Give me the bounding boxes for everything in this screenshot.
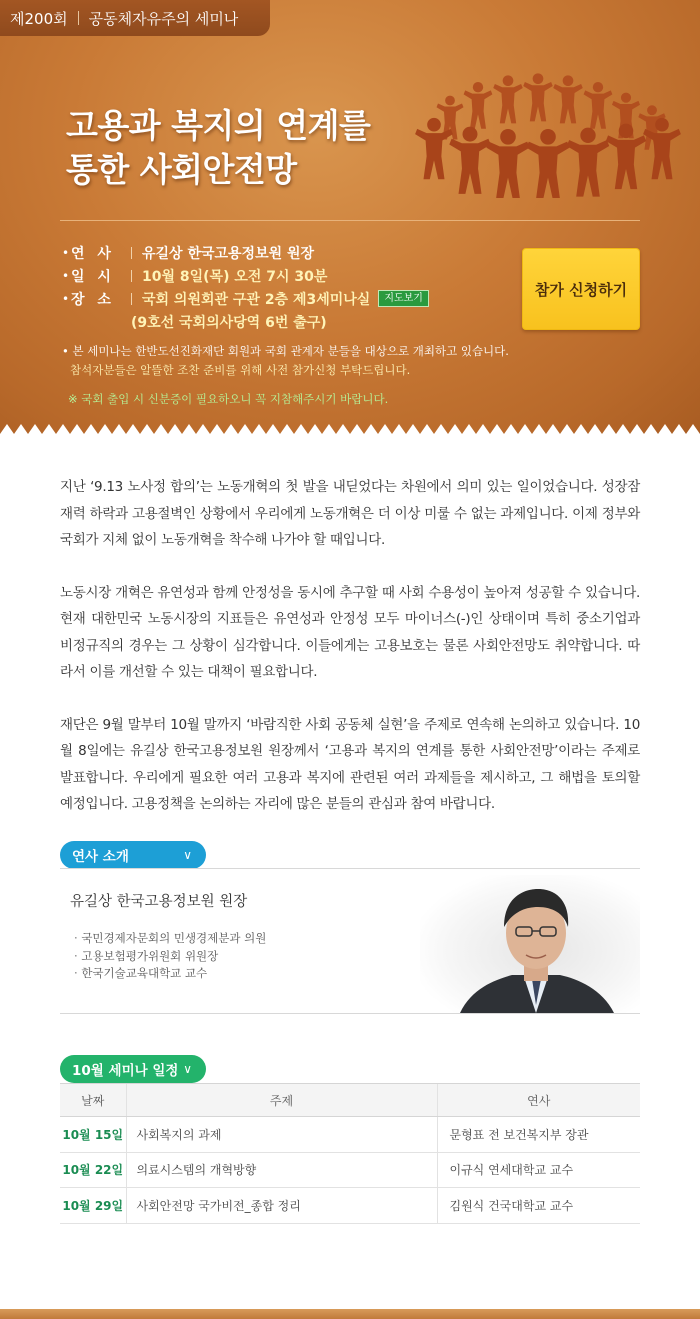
- place-exit-value: (9호선 국회의사당역 6번 출구): [131, 314, 327, 331]
- table-row: [60, 1188, 640, 1224]
- header-date: 날짜: [60, 1084, 126, 1117]
- episode-tag: [0, 0, 270, 36]
- title-line-1: 고용과 복지의 연계를: [66, 106, 371, 145]
- paper-people-chain-image: [410, 68, 700, 198]
- label-divider: [131, 270, 132, 282]
- place-value: 국회 의원회관 구관 2층 제3세미나실: [142, 291, 371, 308]
- seminar-description: [60, 474, 640, 844]
- label-divider: [131, 247, 132, 259]
- career-item: · 국민경제자문회의 민생경제분과 의원: [74, 930, 266, 948]
- date-label: 일 시: [71, 268, 115, 285]
- info-speaker: [62, 241, 429, 264]
- label-divider: [131, 293, 132, 305]
- speaker-intro-tab[interactable]: [60, 841, 206, 869]
- row-speaker: 김원식 건국대학교 교수: [437, 1188, 640, 1224]
- row-date: 10월 29일: [60, 1188, 126, 1224]
- chevron-down-icon: ∨: [183, 1062, 192, 1076]
- row-speaker: 문형표 전 보건복지부 장관: [437, 1117, 640, 1153]
- career-item: · 한국기술교육대학교 교수: [74, 965, 266, 983]
- id-warning: ※ 국회 출입 시 신분증이 필요하오니 꼭 지참해주시기 바랍니다.: [68, 392, 389, 406]
- paragraph-2: 노동시장 개혁은 유연성과 함께 안정성을 동시에 추구할 때 사회 수용성이 높아져 성공할 수 있습니다. 현재 대한민국 노동시장의 지표들은 유연성과 안정성 모두 마이너스(-)인 상태이며 특히 중소기업과 비정규직의 경우는 그 상황이 심각합니다. 이들에게는 고용보호는 물론 사회안전망도 취약합니다. 따라서 이를 개선할 수 있는 대책이 필요합니다.: [60, 584, 640, 680]
- map-view-button[interactable]: 지도보기: [378, 290, 429, 307]
- speaker-value: 유길상 한국고용정보원 원장: [142, 245, 315, 262]
- table-row: [60, 1152, 640, 1188]
- career-item: · 고용보험평가위원회 위원장: [74, 948, 266, 966]
- date-value: 10월 8일(목) 오전 7시 30분: [142, 268, 328, 285]
- paragraph-1: 지난 ‘9.13 노사정 합의’는 노동개혁의 첫 발을 내딛었다는 차원에서 의미 있는 일이었습니다. 성장잠재력 하락과 고용절벽인 상황에서 우리에게 노동개혁은 더 이상 미룰 수 없는 과제입니다. 이제 정부와 국회가 지체 없이 노동개혁을 착수해 나가야 할 때입니다.: [60, 479, 640, 548]
- info-place-detail: [62, 310, 429, 333]
- footer-bar: [0, 1309, 700, 1319]
- schedule-tab[interactable]: [60, 1055, 206, 1083]
- table-header-row: [60, 1084, 640, 1117]
- row-topic: 사회안전망 국가비전_종합 정리: [126, 1188, 437, 1224]
- seminar-note: [62, 342, 509, 380]
- title-line-2: 통한 사회안전망: [66, 150, 297, 189]
- bullet-icon: •: [62, 268, 70, 283]
- header-topic: 주제: [126, 1084, 437, 1117]
- speaker-profile: [60, 868, 640, 1014]
- apply-button[interactable]: 참가 신청하기: [522, 248, 640, 330]
- row-date: 10월 15일: [60, 1117, 126, 1153]
- table-row: [60, 1117, 640, 1153]
- info-date: [62, 264, 429, 287]
- info-place: [62, 287, 429, 310]
- schedule-tab-label: 10월 세미나 일정: [72, 1063, 179, 1079]
- row-speaker: 이규식 연세대학교 교수: [437, 1152, 640, 1188]
- zigzag-edge: [0, 420, 700, 440]
- row-topic: 사회복지의 과제: [126, 1117, 437, 1153]
- chevron-down-icon: ∨: [183, 848, 192, 862]
- schedule-table: [60, 1083, 640, 1224]
- note-line-1-text: 본 세미나는 한반도선진화재단 회원과 국회 관계자 분들을 대상으로 개최하고 있습니다.: [72, 344, 509, 358]
- seminar-info: [62, 241, 429, 333]
- tag-divider: [78, 11, 79, 25]
- bullet-icon: •: [62, 291, 70, 306]
- speaker-name: 유길상 한국고용정보원 원장: [70, 894, 248, 910]
- paragraph-3: 재단은 9월 말부터 10월 말까지 ‘바람직한 사회 공동체 실현’을 주제로 연속해 논의하고 있습니다. 10월 8일에는 유길상 한국고용정보원 원장께서 ‘고용과 복지의 연계를 통한 사회안전망’이라는 주제로 발표합니다. 우리에게 필요한 여러 고용과 복지에 관련된 여러 과제들을 제시하고, 그 해법을 토의할 예정입니다. 고용정책을 논의하는 자리에 많은 분들의 관심과 참여 바랍니다.: [60, 716, 640, 812]
- header-divider: [60, 220, 640, 221]
- bullet-icon: •: [62, 245, 70, 260]
- place-label: 장 소: [71, 291, 115, 308]
- episode-number: 제200회: [10, 9, 68, 28]
- row-topic: 의료시스템의 개혁방향: [126, 1152, 437, 1188]
- row-date: 10월 22일: [60, 1152, 126, 1188]
- speaker-tab-label: 연사 소개: [72, 849, 129, 865]
- note-line-2: 참석자분들은 알뜰한 조찬 준비를 위해 사전 참가신청 부탁드립니다.: [70, 363, 411, 377]
- speaker-career-list: [74, 930, 266, 983]
- speaker-label: 연 사: [71, 245, 115, 262]
- series-name: 공동체자유주의 세미나: [88, 9, 239, 28]
- note-line-1: • 본 세미나는 한반도선진화재단 회원과 국회 관계자 분들을 대상으로 개최하고 있습니다.: [62, 344, 509, 358]
- seminar-header: [0, 0, 700, 440]
- header-speaker: 연사: [437, 1084, 640, 1117]
- speaker-photo: [420, 875, 640, 1013]
- page-title: [66, 104, 370, 192]
